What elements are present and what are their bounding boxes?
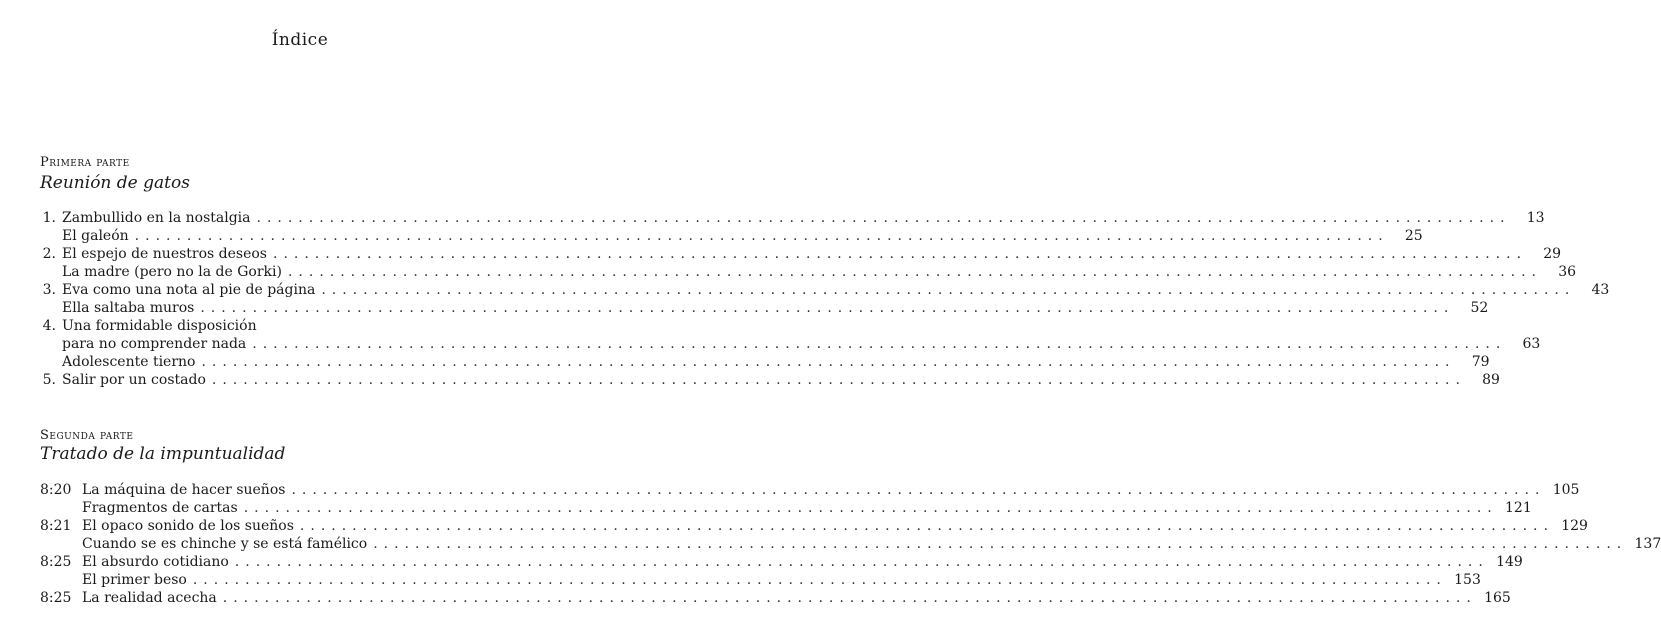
chapter-title: El absurdo cotidiano	[82, 554, 229, 570]
chapter-title: El galeón	[62, 228, 129, 244]
toc-entry	[40, 299, 1489, 317]
chapter-number: 1.	[42, 210, 56, 226]
part2-title: Tratado de la impuntualidad	[40, 444, 286, 464]
page-number: 25	[1404, 228, 1423, 244]
dot-leader: ........................................................................................................................	[373, 536, 1628, 552]
page-number: 52	[1470, 300, 1489, 316]
page-number: 29	[1543, 246, 1562, 262]
toc-entry	[40, 517, 1588, 535]
chapter-number: 2.	[42, 246, 56, 262]
chapter-title: El espejo de nuestros deseos	[62, 246, 267, 262]
toc-entry	[40, 571, 1481, 589]
dot-leader: ........................................................................................................................	[192, 572, 1447, 588]
chapter-number: 5.	[42, 372, 56, 388]
dot-leader: ........................................................................................................................	[243, 500, 1498, 516]
dot-leader: ........................................................................................................................	[134, 228, 1389, 244]
dot-leader: ........................................................................................................................	[287, 264, 1543, 280]
chapter-title: La madre (pero no la de Gorki)	[62, 264, 282, 280]
toc-entry	[40, 209, 1545, 227]
dot-leader: ........................................................................................................................	[252, 336, 1507, 352]
dot-leader: ........................................................................................................................	[321, 282, 1576, 298]
chapter-title: Salir por un costado	[62, 372, 206, 388]
dot-leader: ........................................................................................................................	[291, 482, 1546, 498]
page-number: 43	[1591, 282, 1610, 298]
page-number: 149	[1496, 554, 1523, 570]
chapter-title: para no comprender nada	[62, 336, 247, 352]
toc-entry	[40, 227, 1423, 245]
dot-leader: ........................................................................................................................	[200, 300, 1455, 316]
toc-entry	[40, 281, 1610, 299]
chapter-title: El opaco sonido de los sueños	[82, 518, 294, 534]
chapter-title: La máquina de hacer sueños	[82, 482, 286, 498]
dot-leader: ........................................................................................................................	[256, 210, 1511, 226]
part1-title: Reunión de gatos	[40, 173, 190, 193]
page-title: Índice	[271, 30, 329, 50]
toc-entry	[40, 481, 1580, 499]
chapter-title: Eva como una nota al pie de página	[62, 282, 316, 298]
chapter-number: 4.	[42, 318, 56, 334]
dot-leader: ........................................................................................................................	[273, 246, 1528, 262]
page-number: 105	[1552, 482, 1580, 498]
toc-entry	[40, 263, 1577, 281]
part1-label: Primera parte	[40, 155, 130, 170]
toc-entry	[40, 353, 1490, 371]
chapter-title: Ella saltaba muros	[62, 300, 195, 316]
toc-entry	[40, 371, 1500, 389]
toc-entry	[40, 553, 1523, 571]
chapter-title: Adolescente tierno	[62, 354, 196, 370]
dot-leader: ........................................................................................................................	[211, 372, 1466, 388]
chapter-title: Cuando se es chinche y se está famélico	[82, 536, 368, 552]
page-number: 63	[1522, 336, 1541, 352]
page-number: 13	[1526, 210, 1545, 226]
chapter-time: 8:20	[40, 482, 72, 498]
toc-entry	[40, 589, 1511, 607]
page-number: 129	[1561, 518, 1588, 534]
page-number: 89	[1482, 372, 1500, 388]
part2-entry-list	[40, 481, 1661, 607]
toc-entry	[40, 317, 560, 335]
part2-label: Segunda parte	[40, 428, 134, 443]
page-number: 121	[1505, 500, 1532, 516]
dot-leader: ........................................................................................................................	[222, 590, 1477, 606]
toc-entry	[40, 499, 1532, 517]
toc-entry	[40, 245, 1562, 263]
page-number: 153	[1454, 572, 1481, 588]
chapter-title: El primer beso	[82, 572, 187, 588]
toc-entry	[40, 535, 1661, 553]
chapter-number: 3.	[42, 282, 56, 298]
dot-leader: ........................................................................................................................	[299, 518, 1554, 534]
chapter-time: 8:21	[40, 518, 72, 534]
page-number: 79	[1471, 354, 1490, 370]
chapter-title: La realidad acecha	[82, 590, 217, 606]
dot-leader: ........................................................................................................................	[234, 554, 1489, 570]
chapter-time: 8:25	[40, 590, 72, 606]
chapter-time: 8:25	[40, 554, 72, 570]
dot-leader: ........................................................................................................................	[201, 354, 1456, 370]
chapter-title: Zambullido en la nostalgia	[62, 210, 251, 226]
chapter-title: Una formidable disposición	[62, 318, 257, 334]
page-number: 36	[1558, 264, 1577, 280]
part1-entry-list	[40, 209, 1610, 389]
toc-entry	[40, 335, 1541, 353]
page-number: 165	[1484, 590, 1511, 606]
chapter-title: Fragmentos de cartas	[82, 500, 238, 516]
page-number: 137	[1634, 536, 1661, 552]
